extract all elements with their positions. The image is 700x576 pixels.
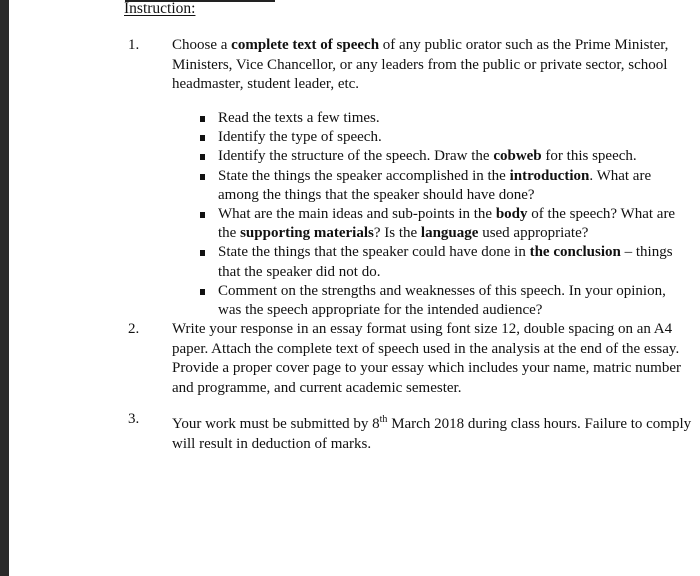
bullet-text-part: used appropriate? (478, 225, 589, 242)
bullet-text-part: – things that the speaker did not do. (218, 244, 673, 280)
ordinal-suffix: th (379, 414, 388, 425)
bullet-item (172, 147, 692, 166)
bullet-square-icon (200, 116, 205, 122)
bullet-text-bold: supporting materials (240, 225, 374, 242)
item-number: 3. (128, 411, 140, 427)
item-text (172, 410, 692, 454)
bullet-item (172, 205, 692, 243)
left-border-shadow (0, 0, 9, 576)
item-text-part: Choose a (172, 37, 232, 53)
bullet-item (172, 128, 692, 147)
bullet-text-bold: body (495, 206, 528, 223)
item-text (172, 36, 692, 95)
bullet-text-part: for this speech. (541, 148, 637, 165)
bullet-text-part: State the things the speaker accomplished in the (218, 167, 510, 184)
item-text-part: of any public orator such as the Prime Minister, Ministers, Vice Chancellor, or any leaders from the public or private sector, school headmaster, student leader, etc. (172, 37, 669, 92)
bullet-item (172, 282, 692, 320)
bullet-text-part: of the speech? What are the (218, 206, 676, 242)
bullet-item (172, 109, 692, 128)
bullet-square-icon (200, 289, 205, 295)
item-number: 2. (128, 321, 140, 337)
bullet-text-part: State the things that the speaker could have done in (218, 244, 530, 261)
bullet-square-icon (200, 154, 205, 160)
item-text-part: Your work must be submitted by 8 (172, 416, 380, 432)
bullet-text: Read the texts a few times. (218, 110, 380, 126)
bullet-text-bold: cobweb (493, 148, 542, 165)
bullet-text-part: . What are among the things that the speaker should have done? (218, 167, 652, 203)
bullet-square-icon (200, 135, 205, 141)
instruction-heading: Instruction: (124, 0, 196, 17)
bullet-text-bold: language (420, 225, 479, 242)
bullet-square-icon (200, 174, 205, 180)
bullet-text-bold: introduction (509, 167, 590, 184)
bullet-text-part: What are the main ideas and sub-points in the (218, 206, 496, 223)
bullet-square-icon (200, 212, 205, 218)
bullet-text: Comment on the strengths and weaknesses of this speech. In your opinion, was the speech appropriate for the intended audience? (218, 282, 666, 319)
item-text-part: March 2018 during class hours. Failure to comply will result in deduction of marks. (172, 416, 692, 452)
task-bullet-list (172, 109, 692, 320)
bullet-text-bold: the conclusion (529, 244, 621, 261)
item-text-bold: complete text of speech (231, 37, 380, 53)
bullet-item (172, 243, 692, 281)
bullet-text-part: ? Is the (373, 225, 421, 242)
bullet-text-part: Identify the structure of the speech. Draw the (218, 148, 494, 165)
bullet-item (172, 167, 692, 205)
item-text: Write your response in an essay format using font size 12, double spacing on an A4 paper. Attach the complete text of speech used in the analysis at the end of the essay. Provide a proper cover page to your essay which includes your name, matric number and programme, and current academic semester. (172, 321, 682, 396)
bullet-square-icon (200, 250, 205, 256)
item-number: 1. (128, 37, 140, 53)
bullet-text: Identify the type of speech. (218, 129, 382, 146)
